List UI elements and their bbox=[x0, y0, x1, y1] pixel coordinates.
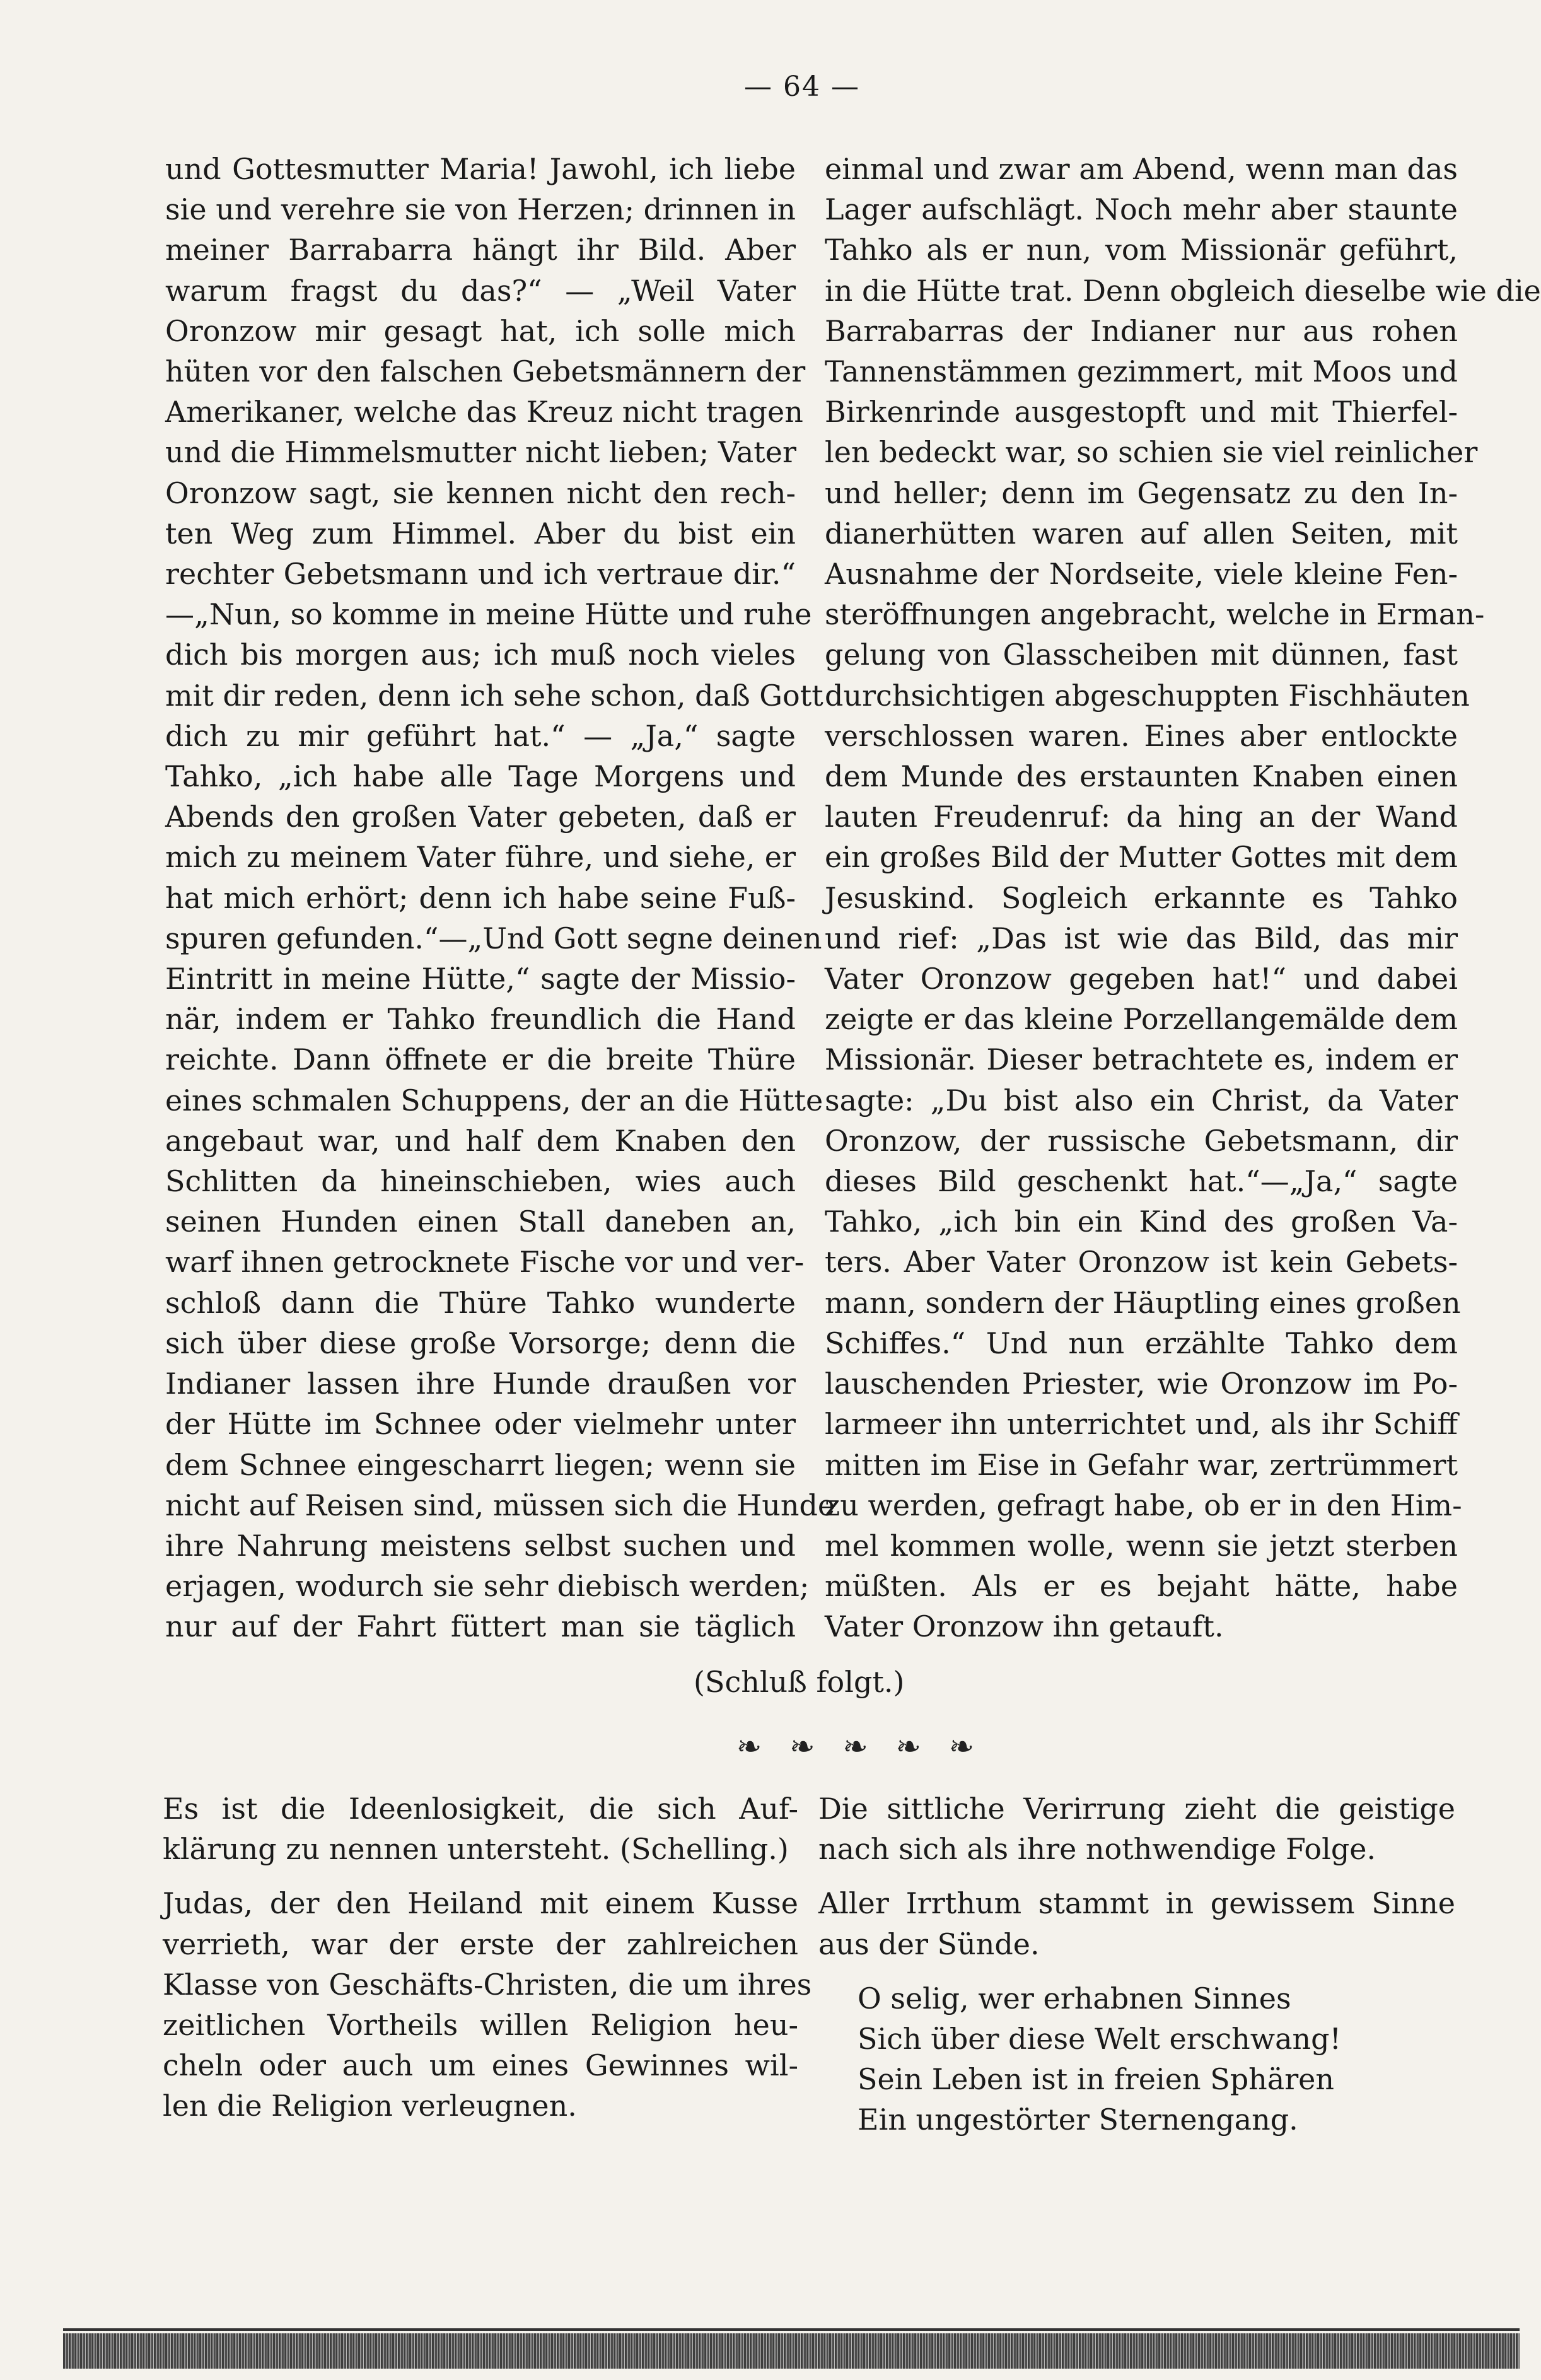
text-line: Schlitten da hineinschieben, wies auch bbox=[165, 1164, 796, 1199]
text-line: hat mich erhört; denn ich habe seine Fuß- bbox=[165, 880, 796, 915]
continuation-note: (Schluß folgt.) bbox=[694, 1665, 905, 1699]
text-line: und rief: „Das ist wie das Bild, das mir bbox=[825, 921, 1458, 955]
text-line: gelung von Glasscheiben mit dünnen, fast bbox=[825, 638, 1458, 672]
text-line: dianerhütten waren auf allen Seiten, mit bbox=[825, 516, 1458, 551]
text-line: dem Schnee eingescharrt liegen; wenn sie bbox=[165, 1447, 796, 1482]
text-line: mann, sondern der Häuptling eines großen bbox=[825, 1285, 1461, 1320]
text-line: hüten vor den falschen Gebetsmännern der bbox=[165, 354, 806, 389]
text-line: erjagen, wodurch sie sehr diebisch werden; bbox=[165, 1569, 810, 1604]
text-line: steröffnungen angebracht, welche in Erman- bbox=[825, 597, 1485, 632]
text-line: Ausnahme der Nordseite, viele kleine Fen- bbox=[825, 557, 1458, 592]
text-line: Jesuskind. Sogleich erkannte es Tahko bbox=[825, 880, 1458, 915]
text-line: Die sittliche Verirrung zieht die geistige bbox=[818, 1792, 1455, 1826]
text-line: lauten Freudenruf: da hing an der Wand bbox=[825, 800, 1458, 834]
text-line: warf ihnen getrocknete Fische vor und ver- bbox=[165, 1245, 805, 1280]
text-line: ihre Nahrung meistens selbst suchen und bbox=[165, 1528, 796, 1563]
text-line: ters. Aber Vater Oronzow ist kein Gebets- bbox=[825, 1245, 1458, 1280]
aphorism-paragraph bbox=[818, 1883, 1455, 1964]
aphorism-paragraph bbox=[818, 1788, 1455, 1869]
text-line: nach sich als ihre nothwendige Folge. bbox=[818, 1832, 1376, 1867]
text-line: dich zu mir geführt hat.“ — „Ja,“ sagte bbox=[165, 718, 796, 753]
text-line: Tahko als er nun, vom Missionär geführt, bbox=[825, 233, 1458, 267]
aphorisms-column-left bbox=[163, 1788, 812, 2140]
text-line: Barrabarras der Indianer nur aus rohen bbox=[825, 313, 1458, 348]
text-line: Abends den großen Vater gebeten, daß er bbox=[165, 800, 796, 834]
text-line: Birkenrinde ausgestopft und mit Thierfel- bbox=[825, 395, 1458, 429]
text-line: Klasse von Geschäfts-Christen, die um ihres bbox=[163, 1967, 812, 2002]
scan-edge-band bbox=[63, 2333, 1520, 2369]
text-line: Judas, der den Heiland mit einem Kusse bbox=[163, 1886, 798, 1921]
text-line: dem Munde des erstaunten Knaben einen bbox=[825, 759, 1458, 794]
text-line: reichte. Dann öffnete er die breite Thüre bbox=[165, 1042, 796, 1077]
verse-stanza bbox=[818, 1978, 1455, 2140]
text-line: mit dir reden, denn ich sehe schon, daß Gott bbox=[165, 678, 823, 713]
text-line: mich zu meinem Vater führe, und siehe, er bbox=[165, 840, 796, 875]
text-line: Vater Oronzow gegeben hat!“ und dabei bbox=[825, 962, 1458, 996]
text-line: eines schmalen Schuppens, der an die Hütte bbox=[165, 1083, 823, 1117]
text-line: Vater Oronzow ihn getauft. bbox=[825, 1609, 1224, 1644]
text-line: len die Religion verleugnen. bbox=[163, 2089, 577, 2123]
text-line: Tannenstämmen gezimmert, mit Moos und bbox=[825, 354, 1458, 389]
text-line: und heller; denn im Gegensatz zu den In- bbox=[825, 475, 1458, 510]
text-line: Indianer lassen ihre Hunde draußen vor bbox=[165, 1367, 796, 1401]
text-line: Eintritt in meine Hütte,“ sagte der Missio- bbox=[165, 962, 796, 996]
text-line: seinen Hunden einen Stall daneben an, bbox=[165, 1205, 796, 1239]
text-line: larmeer ihn unterrichtet und, als ihr Schiff bbox=[825, 1407, 1458, 1442]
text-line: —„Nun, so komme in meine Hütte und ruhe bbox=[165, 597, 812, 632]
text-line: Aller Irrthum stammt in gewissem Sinne bbox=[818, 1886, 1455, 1921]
text-line: einmal und zwar am Abend, wenn man das bbox=[825, 152, 1458, 186]
aphorism-paragraph bbox=[163, 1883, 812, 2126]
story-column-right bbox=[825, 149, 1541, 1647]
text-line: mitten im Eise in Gefahr war, zertrümmert bbox=[825, 1447, 1458, 1482]
text-line: spuren gefunden.“—„Und Gott segne deinen bbox=[165, 921, 822, 955]
text-line: när, indem er Tahko freundlich die Hand bbox=[165, 1002, 796, 1037]
text-line: sie und verehre sie von Herzen; drinnen in bbox=[165, 192, 796, 227]
text-line: zeitlichen Vortheils willen Religion heu- bbox=[163, 2008, 798, 2043]
text-line: Lager aufschlägt. Noch mehr aber staunte bbox=[825, 192, 1458, 227]
text-line: Schiffes.“ Und nun erzählte Tahko dem bbox=[825, 1326, 1458, 1360]
verse-line: Ein ungestörter Sternengang. bbox=[858, 2103, 1298, 2137]
text-line: aus der Sünde. bbox=[818, 1927, 1040, 1961]
text-line: Oronzow, der russische Gebetsmann, dir bbox=[825, 1123, 1458, 1158]
story-column-left bbox=[165, 149, 835, 1647]
text-line: Es ist die Ideenlosigkeit, die sich Auf- bbox=[163, 1792, 798, 1826]
verse-line: Sein Leben ist in freien Sphären bbox=[858, 2062, 1335, 2097]
text-line: Oronzow sagt, sie kennen nicht den rech- bbox=[165, 475, 796, 510]
verse-line: Sich über diese Welt erschwang! bbox=[858, 2022, 1342, 2056]
text-line: in die Hütte trat. Denn obgleich dieselbe wie die bbox=[825, 273, 1541, 308]
text-line: Oronzow mir gesagt hat, ich solle mich bbox=[165, 313, 796, 348]
text-line: dieses Bild geschenkt hat.“—„Ja,“ sagte bbox=[825, 1164, 1458, 1199]
text-line: schloß dann die Thüre Tahko wunderte bbox=[165, 1285, 796, 1320]
text-line: und Gottesmutter Maria! Jawohl, ich liebe bbox=[165, 152, 796, 186]
text-line: Amerikaner, welche das Kreuz nicht tragen bbox=[165, 395, 803, 429]
text-line: ten Weg zum Himmel. Aber du bist ein bbox=[165, 516, 796, 551]
aphorisms-column-right bbox=[818, 1788, 1455, 2140]
text-line: sich über diese große Vorsorge; denn die bbox=[165, 1326, 796, 1360]
text-line: ein großes Bild der Mutter Gottes mit dem bbox=[825, 840, 1458, 875]
text-line: dich bis morgen aus; ich muß noch vieles bbox=[165, 638, 796, 672]
text-line: warum fragst du das?“ — „Weil Vater bbox=[165, 273, 796, 308]
text-line: nicht auf Reisen sind, müssen sich die Hunde bbox=[165, 1488, 835, 1522]
text-line: angebaut war, und half dem Knaben den bbox=[165, 1123, 796, 1158]
text-line: Tahko, „ich bin ein Kind des großen Va- bbox=[825, 1205, 1458, 1239]
fleuron-divider: ❧❧❧❧❧ bbox=[736, 1729, 1003, 1765]
text-line: verschlossen waren. Eines aber entlockte bbox=[825, 718, 1458, 753]
page-number: — 64 — bbox=[744, 71, 860, 103]
verse-line: O selig, wer erhabnen Sinnes bbox=[858, 1981, 1291, 2015]
text-line: sagte: „Du bist also ein Christ, da Vater bbox=[825, 1083, 1458, 1117]
text-line: len bedeckt war, so schien sie viel reinlicher bbox=[825, 435, 1478, 470]
text-line: rechter Gebetsmann und ich vertraue dir.“ bbox=[165, 557, 796, 592]
text-line: lauschenden Priester, wie Oronzow im Po- bbox=[825, 1367, 1458, 1401]
text-line: cheln oder auch um eines Gewinnes wil- bbox=[163, 2048, 798, 2083]
text-line: klärung zu nennen untersteht. (Schelling.) bbox=[163, 1832, 789, 1867]
text-line: mel kommen wolle, wenn sie jetzt sterben bbox=[825, 1528, 1458, 1563]
text-line: Missionär. Dieser betrachtete es, indem er bbox=[825, 1042, 1458, 1077]
text-line: durchsichtigen abgeschuppten Fischhäuten bbox=[825, 678, 1470, 713]
text-line: nur auf der Fahrt füttert man sie täglich bbox=[165, 1609, 796, 1644]
text-line: der Hütte im Schnee oder vielmehr unter bbox=[165, 1407, 796, 1442]
bottom-rule bbox=[63, 2328, 1520, 2331]
text-line: meiner Barrabarra hängt ihr Bild. Aber bbox=[165, 233, 796, 267]
text-line: zeigte er das kleine Porzellangemälde dem bbox=[825, 1002, 1458, 1037]
text-line: verrieth, war der erste der zahlreichen bbox=[163, 1927, 798, 1961]
text-line: zu werden, gefragt habe, ob er in den Him- bbox=[825, 1488, 1462, 1522]
text-line: und die Himmelsmutter nicht lieben; Vater bbox=[165, 435, 796, 470]
text-line: Tahko, „ich habe alle Tage Morgens und bbox=[165, 759, 796, 794]
aphorism-paragraph bbox=[163, 1788, 798, 1869]
text-line: müßten. Als er es bejaht hätte, habe bbox=[825, 1569, 1458, 1604]
